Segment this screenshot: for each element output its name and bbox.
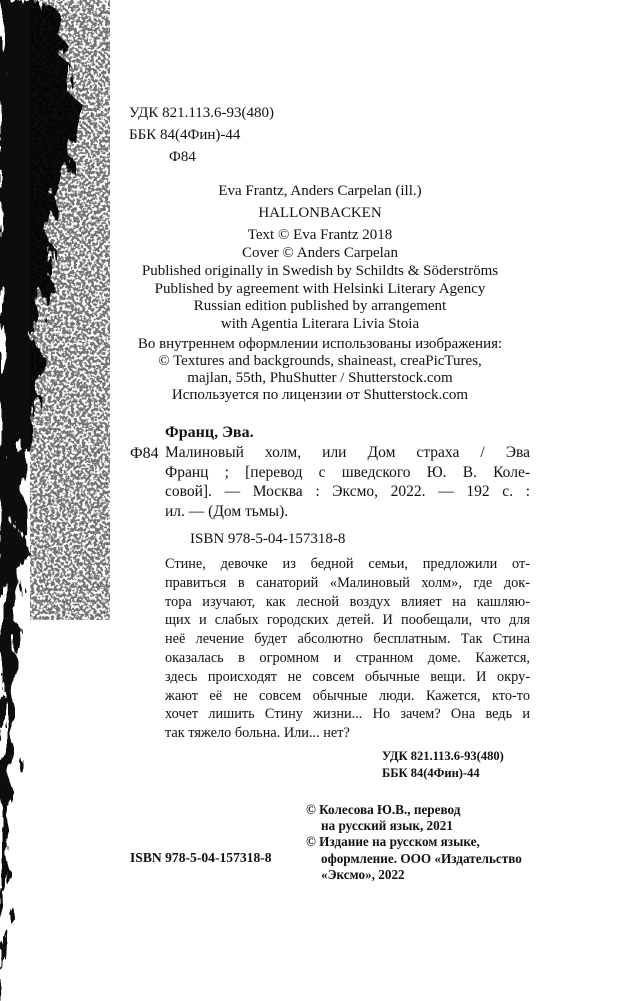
annotation-line: правиться в санаторий «Малиновый холм», где док-: [165, 574, 530, 591]
image-credit-line: © Textures and backgrounds, shaineast, creaPicTures,: [158, 353, 482, 369]
copyright-line: «Эксмо», 2022: [321, 866, 405, 882]
credits-line: Published by agreement with Helsinki Literary Agency: [154, 280, 486, 297]
annotation-line: здесь происходят не совсем обычные вещи. И окру-: [165, 668, 530, 685]
catalog-description: [165, 443, 530, 521]
bottom-isbn: ISBN 978-5-04-157318-8: [130, 850, 272, 865]
annotation-line: оказалась в огромном и странном доме. Кажется,: [165, 649, 530, 666]
annotation-line: хочет лишить Стину жизни... Но зачем? Она ведь и: [165, 706, 530, 723]
image-credits-block: [110, 336, 530, 404]
udk-line: УДК 821.113.6-93(480): [129, 105, 275, 121]
annotation-line: Стине, девочке из бедной семьи, предложили от-: [165, 556, 530, 572]
copyright-line: оформление. ООО «Издательство: [321, 850, 522, 866]
copyright-line: © Издание на русском языке,: [306, 834, 480, 850]
image-credit-line: majlan, 55th, PhuShutter / Shutterstock.com: [187, 370, 453, 386]
catalog-author: Франц, Эва.: [165, 424, 254, 441]
annotation-line: неё лечение будет абсолютно бесплатным. Так Стина: [165, 631, 530, 648]
credits-line: Text © Eva Frantz 2018: [247, 227, 393, 243]
copyright-line: на русский язык, 2021: [321, 818, 453, 834]
image-credit-line: Используется по лицензии от Shutterstock.com: [171, 387, 469, 403]
catalog-description-line: совой]. — Москва : Эксмо, 2022. — 192 с. :: [165, 483, 530, 500]
catalog-code: Ф84: [130, 445, 159, 462]
catalog-description-line: Франц ; [перевод с шведского Ю. В. Коле-: [165, 463, 530, 481]
credits-line: Cover © Anders Carpelan: [242, 245, 398, 261]
credits-original-title: HALLONBACKEN: [258, 205, 382, 221]
credits-line: Russian edition published by arrangement: [193, 298, 447, 314]
author-code: Ф84: [169, 149, 196, 165]
annotation-line: тора изучают, как лесной воздух влияет на кашляю-: [165, 593, 530, 610]
annotation-line: так тяжело больна. Или... нет?: [165, 725, 350, 742]
image-credit-line: Во внутреннем оформлении использованы изображения:: [137, 336, 503, 352]
catalog-description-line: ил. — (Дом тьмы).: [165, 502, 289, 520]
annotation-line: щих и слабых городских детей. И пообещали, что для: [165, 612, 530, 629]
catalog-description-line: Малиновый холм, или Дом страха / Эва: [165, 444, 530, 461]
annotation-text: [165, 555, 530, 743]
credits-line: Published originally in Swedish by Schildts & Söderströms: [141, 263, 499, 279]
annotation-line: жают её не совсем обычные люди. Кажется, кто-то: [165, 687, 530, 704]
annotation-bbk: ББК 84(4Фин)-44: [382, 766, 480, 780]
copyright-line: © Колесова Ю.В., перевод: [306, 802, 461, 817]
credits-block: [110, 183, 530, 333]
copyright-block: [306, 802, 522, 883]
credits-line: with Agentia Literara Livia Stoia: [220, 315, 420, 332]
bbk-line: ББК 84(4Фин)-44: [129, 127, 241, 143]
credits-authors: Eva Frantz, Anders Carpelan (ill.): [218, 183, 422, 199]
catalog-isbn: ISBN 978-5-04-157318-8: [190, 531, 346, 547]
annotation-udk: УДК 821.113.6-93(480): [382, 749, 504, 763]
